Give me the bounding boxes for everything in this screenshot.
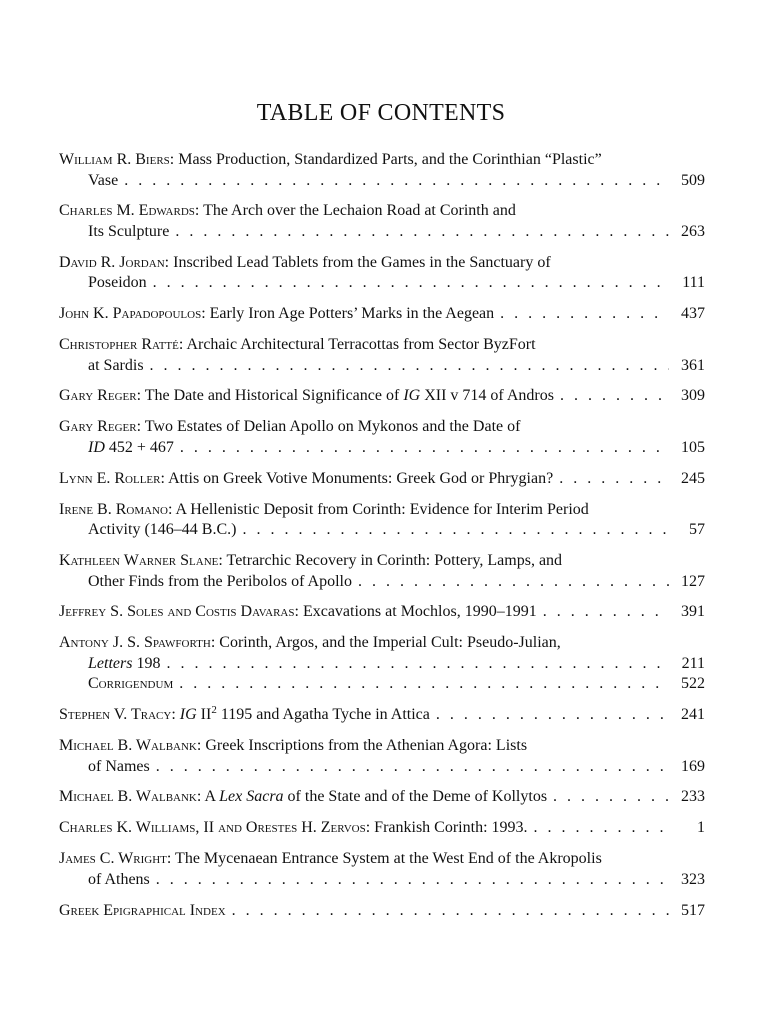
dot-leader xyxy=(166,654,669,675)
entry-author: Gary Reger xyxy=(59,387,137,405)
entry-title: A Hellenistic Deposit from Corinth: Evidence for Interim Period xyxy=(175,500,589,518)
toc-entry: David R. Jordan: Inscribed Lead Tablets from the Games in the Sanctuary of Poseidon . . . 111 xyxy=(59,253,705,294)
dot-leader xyxy=(543,602,669,623)
entry-page: 233 xyxy=(681,788,705,806)
index-label: Greek Epigraphical Index xyxy=(59,901,226,919)
entry-title: Attis on Greek Votive Monuments: Greek God or Phrygian? xyxy=(168,469,554,487)
page-title: TABLE OF CONTENTS xyxy=(256,100,506,126)
entry-author: Jeffrey S. Soles and Costis Davaras xyxy=(59,603,295,621)
entry-title-cont: ID 452 + 467 xyxy=(88,438,174,456)
dot-leader xyxy=(242,520,669,541)
dot-leader xyxy=(156,870,669,891)
toc-entry: Gary Reger: Two Estates of Delian Apollo on Mykonos and the Date of ID 452 + 467 . . . 105 xyxy=(59,417,705,458)
dot-leader xyxy=(559,469,669,490)
entry-page: 127 xyxy=(681,572,705,590)
dot-leader xyxy=(179,674,669,695)
dot-leader xyxy=(156,757,669,778)
toc-entry xyxy=(59,901,705,922)
dot-leader xyxy=(180,438,669,459)
entry-author: Gary Reger xyxy=(59,418,137,436)
toc-entry: Charles M. Edwards: The Arch over the Lechaion Road at Corinth and Its Sculpture . . . 263 xyxy=(59,201,705,242)
entry-title: Excavations at Mochlos, 1990–1991 xyxy=(302,603,537,621)
entry-author: Michael B. Walbank xyxy=(59,737,197,755)
entry-author: Lynn E. Roller xyxy=(59,469,161,487)
entry-title-cont: at Sardis xyxy=(88,356,144,374)
entry-page: 245 xyxy=(681,469,705,487)
entry-title-cont: Vase xyxy=(88,171,119,189)
entry-title-cont: Activity (146–44 B.C.) xyxy=(88,521,237,539)
entry-author: Stephen V. Tracy xyxy=(59,706,172,724)
entry-title-cont: Other Finds from the Peribolos of Apollo xyxy=(88,572,352,590)
entry-author: Christopher Ratté xyxy=(59,336,179,354)
toc-entry: Kathleen Warner Slane: Tetrarchic Recovery in Corinth: Pottery, Lamps, and Other Finds from the Peribolos of Apollo . . . 127 xyxy=(59,551,705,592)
entry-title: Greek Inscriptions from the Athenian Agora: Lists xyxy=(205,737,528,755)
entry-title-cont: Poseidon xyxy=(88,274,147,292)
toc-entry: William R. Biers: Mass Production, Standardized Parts, and the Corinthian “Plastic” Vase . . . 509 xyxy=(59,150,705,191)
dot-leader xyxy=(534,818,669,839)
entry-author: Charles K. Williams, II and Orestes H. Zervos xyxy=(59,819,366,837)
entry-title-cont: Letters 198 xyxy=(88,654,161,672)
entry-page: 437 xyxy=(681,305,705,323)
entry-title: The Arch over the Lechaion Road at Corinth and xyxy=(203,202,516,220)
toc-entry: Christopher Ratté: Archaic Architectural Terracottas from Sector ByzFort at Sardis . . . 361 xyxy=(59,335,705,376)
dot-leader xyxy=(175,222,669,243)
entry-page: 509 xyxy=(681,171,705,189)
toc-entry: Stephen V. Tracy: IG $II^2$ 1195 and Agatha Tyche in Attica . . . 241 xyxy=(59,705,705,726)
entry-title: Mass Production, Standardized Parts, and the Corinthian “Plastic” xyxy=(178,151,602,168)
entry-title: Early Iron Age Potters’ Marks in the Aegean xyxy=(209,305,495,323)
toc-entry: Gary Reger: The Date and Historical Significance of IG XII v 714 of Andros . . . 309 xyxy=(59,386,705,407)
entry-author: Kathleen Warner Slane xyxy=(59,552,219,570)
entry-title: IG $II^2$ 1195 and Agatha Tyche in Attica xyxy=(179,704,430,724)
entry-page: 211 xyxy=(681,654,705,672)
entry-page: 361 xyxy=(681,356,705,374)
entry-title-cont: of Athens xyxy=(88,870,150,888)
entry-page: 111 xyxy=(682,274,705,292)
entry-page: 263 xyxy=(681,222,705,240)
entry-title: Two Estates of Delian Apollo on Mykonos and the Date of xyxy=(144,418,521,436)
entry-title: Archaic Architectural Terracottas from Sector ByzFort xyxy=(186,336,536,354)
toc-entry: Lynn E. Roller: Attis on Greek Votive Monuments: Greek God or Phrygian? . . . 245 xyxy=(59,469,705,490)
dot-leader xyxy=(500,304,669,325)
entry-author: John K. Papadopoulos xyxy=(59,305,202,323)
toc-list xyxy=(59,150,705,932)
entry-page: 391 xyxy=(681,603,705,621)
entry-page: 105 xyxy=(681,438,705,456)
dot-leader xyxy=(553,787,669,808)
dot-leader xyxy=(560,386,669,407)
entry-author: Michael B. Walbank xyxy=(59,788,197,806)
entry-title: Inscribed Lead Tablets from the Games in the Sanctuary of xyxy=(173,253,551,271)
entry-page: 241 xyxy=(681,706,705,724)
entry-title-cont: of Names xyxy=(88,757,150,775)
entry-author: Antony J. S. Spawforth xyxy=(59,634,211,652)
toc-entry: John K. Papadopoulos: Early Iron Age Potters’ Marks in the Aegean . . . 437 xyxy=(59,304,705,325)
entry-title: Tetrarchic Recovery in Corinth: Pottery, Lamps, and xyxy=(226,552,563,570)
entry-title: The Date and Historical Significance of IG XII v 714 of Andros xyxy=(144,387,554,405)
dot-leader xyxy=(150,356,669,377)
dot-leader xyxy=(436,705,669,726)
entry-author: Irene B. Romano xyxy=(59,500,168,518)
toc-entry: Jeffrey S. Soles and Costis Davaras: Excavations at Mochlos, 1990–1991 . . . 391 xyxy=(59,602,705,623)
entry-title: Corinth, Argos, and the Imperial Cult: Pseudo-Julian, xyxy=(219,634,561,652)
entry-page: 1 xyxy=(697,819,705,837)
entry-author: James C. Wright xyxy=(59,850,167,868)
entry-author: Charles M. Edwards xyxy=(59,202,195,220)
toc-entry: Irene B. Romano: A Hellenistic Deposit from Corinth: Evidence for Interim Period Activity (146–44 B.C.) . . . 57 xyxy=(59,500,705,541)
toc-entry: Michael B. Walbank: Greek Inscriptions from the Athenian Agora: Lists of Names . . . 169 xyxy=(59,736,705,777)
toc-entry: Antony J. S. Spawforth: Corinth, Argos, and the Imperial Cult: Pseudo-Julian, Letters 198 . . . 211 Corrigendum . . . 522 xyxy=(59,633,705,695)
entry-page: 323 xyxy=(681,870,705,888)
dot-leader xyxy=(124,171,669,192)
entry-title: The Mycenaean Entrance System at the West End of the Akropolis xyxy=(175,850,602,868)
dot-leader xyxy=(232,901,669,922)
entry-title: Frankish Corinth: 1993. xyxy=(374,819,528,837)
dot-leader xyxy=(358,572,669,593)
toc-entry: Charles K. Williams, II and Orestes H. Zervos: Frankish Corinth: 1993. . . . 1 xyxy=(59,818,705,839)
toc-entry: Michael B. Walbank: A Lex Sacra of the State and of the Deme of Kollytos . . . 233 xyxy=(59,787,705,808)
dot-leader xyxy=(153,273,669,294)
entry-author: David R. Jordan xyxy=(59,253,165,271)
entry-author: William R. Biers xyxy=(59,151,170,168)
corrigendum-page: 522 xyxy=(681,675,705,693)
corrigendum-label: Corrigendum xyxy=(88,675,174,693)
entry-page: 517 xyxy=(681,901,705,919)
entry-page: 169 xyxy=(681,757,705,775)
entry-page: 309 xyxy=(681,387,705,405)
toc-entry: James C. Wright: The Mycenaean Entrance System at the West End of the Akropolis of Athens . . . 323 xyxy=(59,849,705,890)
entry-title: A Lex Sacra of the State and of the Deme of Kollytos xyxy=(204,788,548,806)
entry-page: 57 xyxy=(689,521,705,539)
entry-title-cont: Its Sculpture xyxy=(88,222,170,240)
